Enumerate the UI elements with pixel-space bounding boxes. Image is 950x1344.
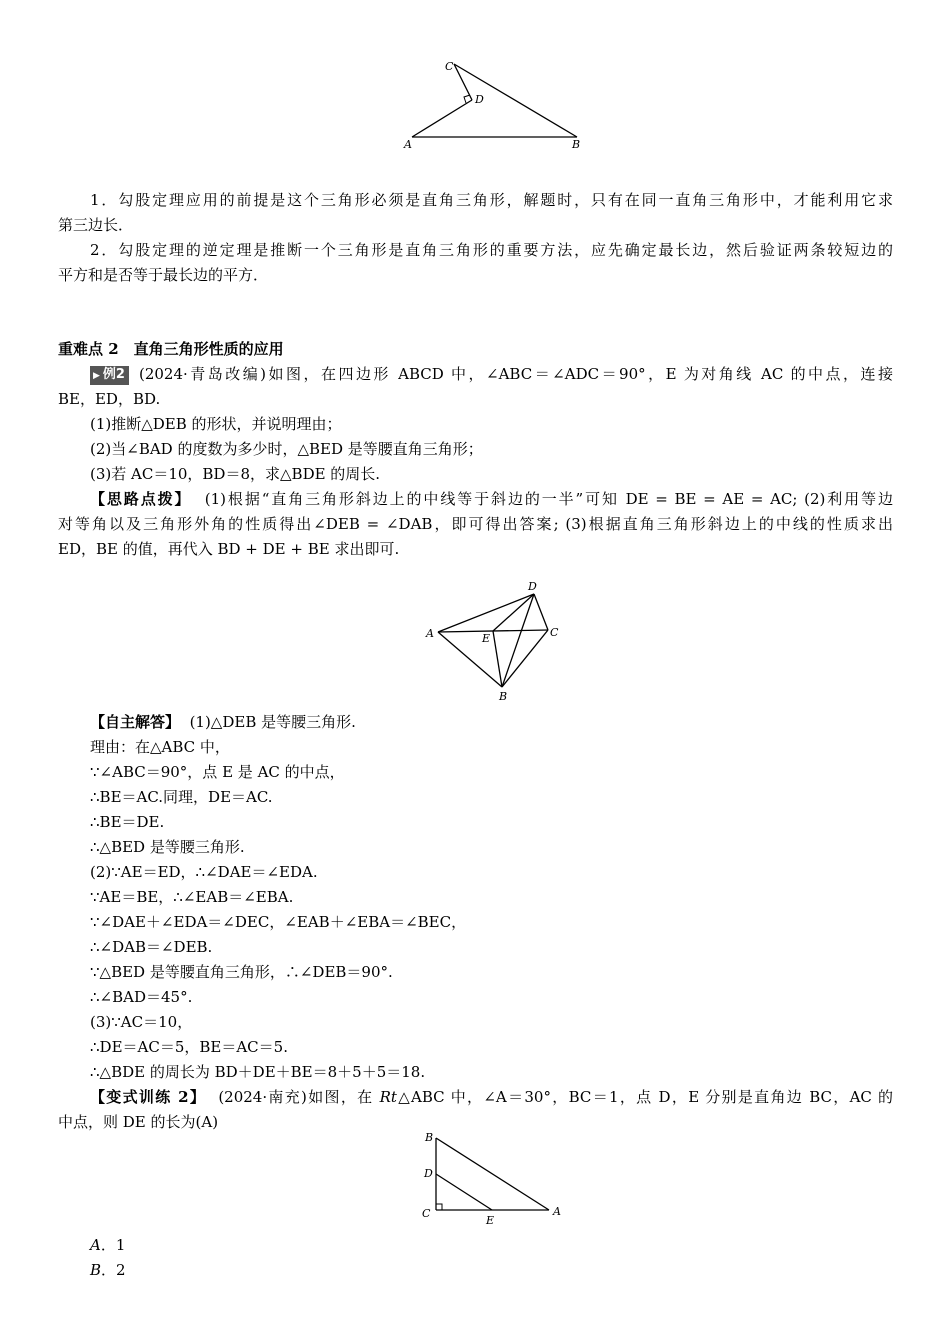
option-a-text: ．1 [100, 1236, 126, 1254]
label-b: B [572, 138, 581, 151]
figure-quadrilateral-abcd [420, 578, 570, 703]
solution-line-10: ∵△BED 是等腰直角三角形，∴∠DEB＝90°. [90, 963, 393, 981]
option-b [90, 1258, 925, 1283]
question-2: (2)当∠BAD 的度数为多少时，△BED 是等腰直角三角形； [90, 440, 483, 458]
label-d: D [528, 580, 537, 593]
label-d: D [475, 93, 484, 106]
solution-line-0 [90, 710, 925, 735]
solution-line-3: ∴BE＝AC.同理，DE＝AC. [90, 788, 273, 806]
variant-text-rt: Rt [379, 1088, 397, 1106]
variant-text-b: △ABC 中，∠A＝30°，BC＝1，点 D，E 分别是直角边 BC，AC 的 [396, 1088, 893, 1106]
solution-line-7: ∵AE＝BE，∴∠EAB＝∠EBA. [90, 888, 294, 906]
label-c: C [422, 1207, 431, 1220]
example-tag [90, 366, 129, 385]
figure-triangle-acb [395, 55, 595, 155]
solution-line-4: ∴BE＝DE. [90, 813, 165, 831]
label-e: E [486, 1214, 495, 1227]
variant-line-1 [58, 1085, 893, 1110]
hint-line-3: ED，BE 的值，再代入 BD + DE + BE 求出即可. [58, 540, 400, 558]
note-1-line-2: 第三边长． [58, 216, 134, 234]
option-b-letter: B [90, 1261, 102, 1279]
label-c: C [445, 60, 454, 73]
option-b-text: ．2 [101, 1261, 126, 1279]
solution-line-13: ∴DE＝AC＝5，BE＝AC＝5. [90, 1038, 288, 1056]
label-b: B [425, 1131, 434, 1144]
figure-right-triangle-abc [415, 1128, 575, 1228]
variant-label: 【变式训练 2】 [90, 1088, 207, 1106]
hint-line-2: 对等角以及三角形外角的性质得出∠DEB = ∠DAB，即可得出答案; (3)根据直角三角形斜边上的中线的性质求出 [58, 515, 893, 533]
option-a [90, 1233, 925, 1258]
solution-label: 【自主解答】 [90, 713, 181, 731]
question-1: (1)推断△DEB 的形状，并说明理由； [90, 415, 342, 433]
solution-line-8: ∵∠DAE＋∠EDA＝∠DEC，∠EAB＋∠EBA＝∠BEC， [90, 913, 467, 931]
play-triangle-icon: ▶ [93, 371, 100, 381]
label-a: A [426, 627, 434, 640]
section-heading: 重难点 2 直角三角形性质的应用 [58, 340, 284, 358]
label-c: C [550, 626, 559, 639]
solution-line-11: ∴∠BAD＝45°. [90, 988, 193, 1006]
hint-line-1 [58, 487, 893, 512]
solution-line-2: ∵∠ABC＝90°，点 E 是 AC 的中点， [90, 763, 345, 781]
hint-text-1: (1)根据“直角三角形斜边上的中线等于斜边的一半”可知 DE = BE = AE = AC; (2)利用等边 [204, 490, 893, 508]
example-tag-text: 例2 [102, 367, 125, 382]
solution-line-9: ∴∠DAB＝∠DEB. [90, 938, 213, 956]
variant-text-a: (2024·南充)如图，在 [218, 1088, 380, 1106]
note-2-line-1: 2．勾股定理的逆定理是推断一个三角形是直角三角形的重要方法，应先确定最长边，然后验证两条较短边的 [90, 241, 893, 259]
solution-text-0: (1)△DEB 是等腰三角形. [189, 713, 356, 731]
label-e: E [482, 632, 491, 645]
label-b: B [499, 690, 508, 703]
solution-line-5: ∴△BED 是等腰三角形. [90, 838, 245, 856]
option-a-letter: A [90, 1236, 101, 1254]
label-a: A [553, 1205, 561, 1218]
note-1-line-1: 1．勾股定理应用的前提是这个三角形必须是直角三角形，解题时，只有在同一直角三角形中，才能利用它求 [90, 191, 893, 209]
variant-line-2: 中点，则 DE 的长为(A) [58, 1113, 219, 1131]
solution-line-14: ∴△BDE 的周长为 BD＋DE＋BE＝8＋5＋5＝18. [90, 1063, 426, 1081]
solution-line-12: (3)∵AC＝10， [90, 1013, 193, 1031]
hint-label: 【思路点拨】 [90, 490, 192, 508]
label-a: A [404, 138, 412, 151]
example-line-2: BE，ED，BD. [58, 390, 161, 408]
solution-line-1: 理由：在△ABC 中， [90, 738, 230, 756]
note-2-line-2: 平方和是否等于最长边的平方． [58, 266, 269, 284]
question-3: (3)若 AC＝10，BD＝8，求△BDE 的周长. [90, 465, 381, 483]
solution-line-6: (2)∵AE＝ED，∴∠DAE＝∠EDA. [90, 863, 318, 881]
example-line-1 [58, 362, 893, 387]
label-d: D [424, 1167, 433, 1180]
example-text: (2024·青岛改编)如图，在四边形 ABCD 中，∠ABC＝∠ADC＝90°，E 为对角线 AC 的中点，连接 [138, 365, 893, 383]
